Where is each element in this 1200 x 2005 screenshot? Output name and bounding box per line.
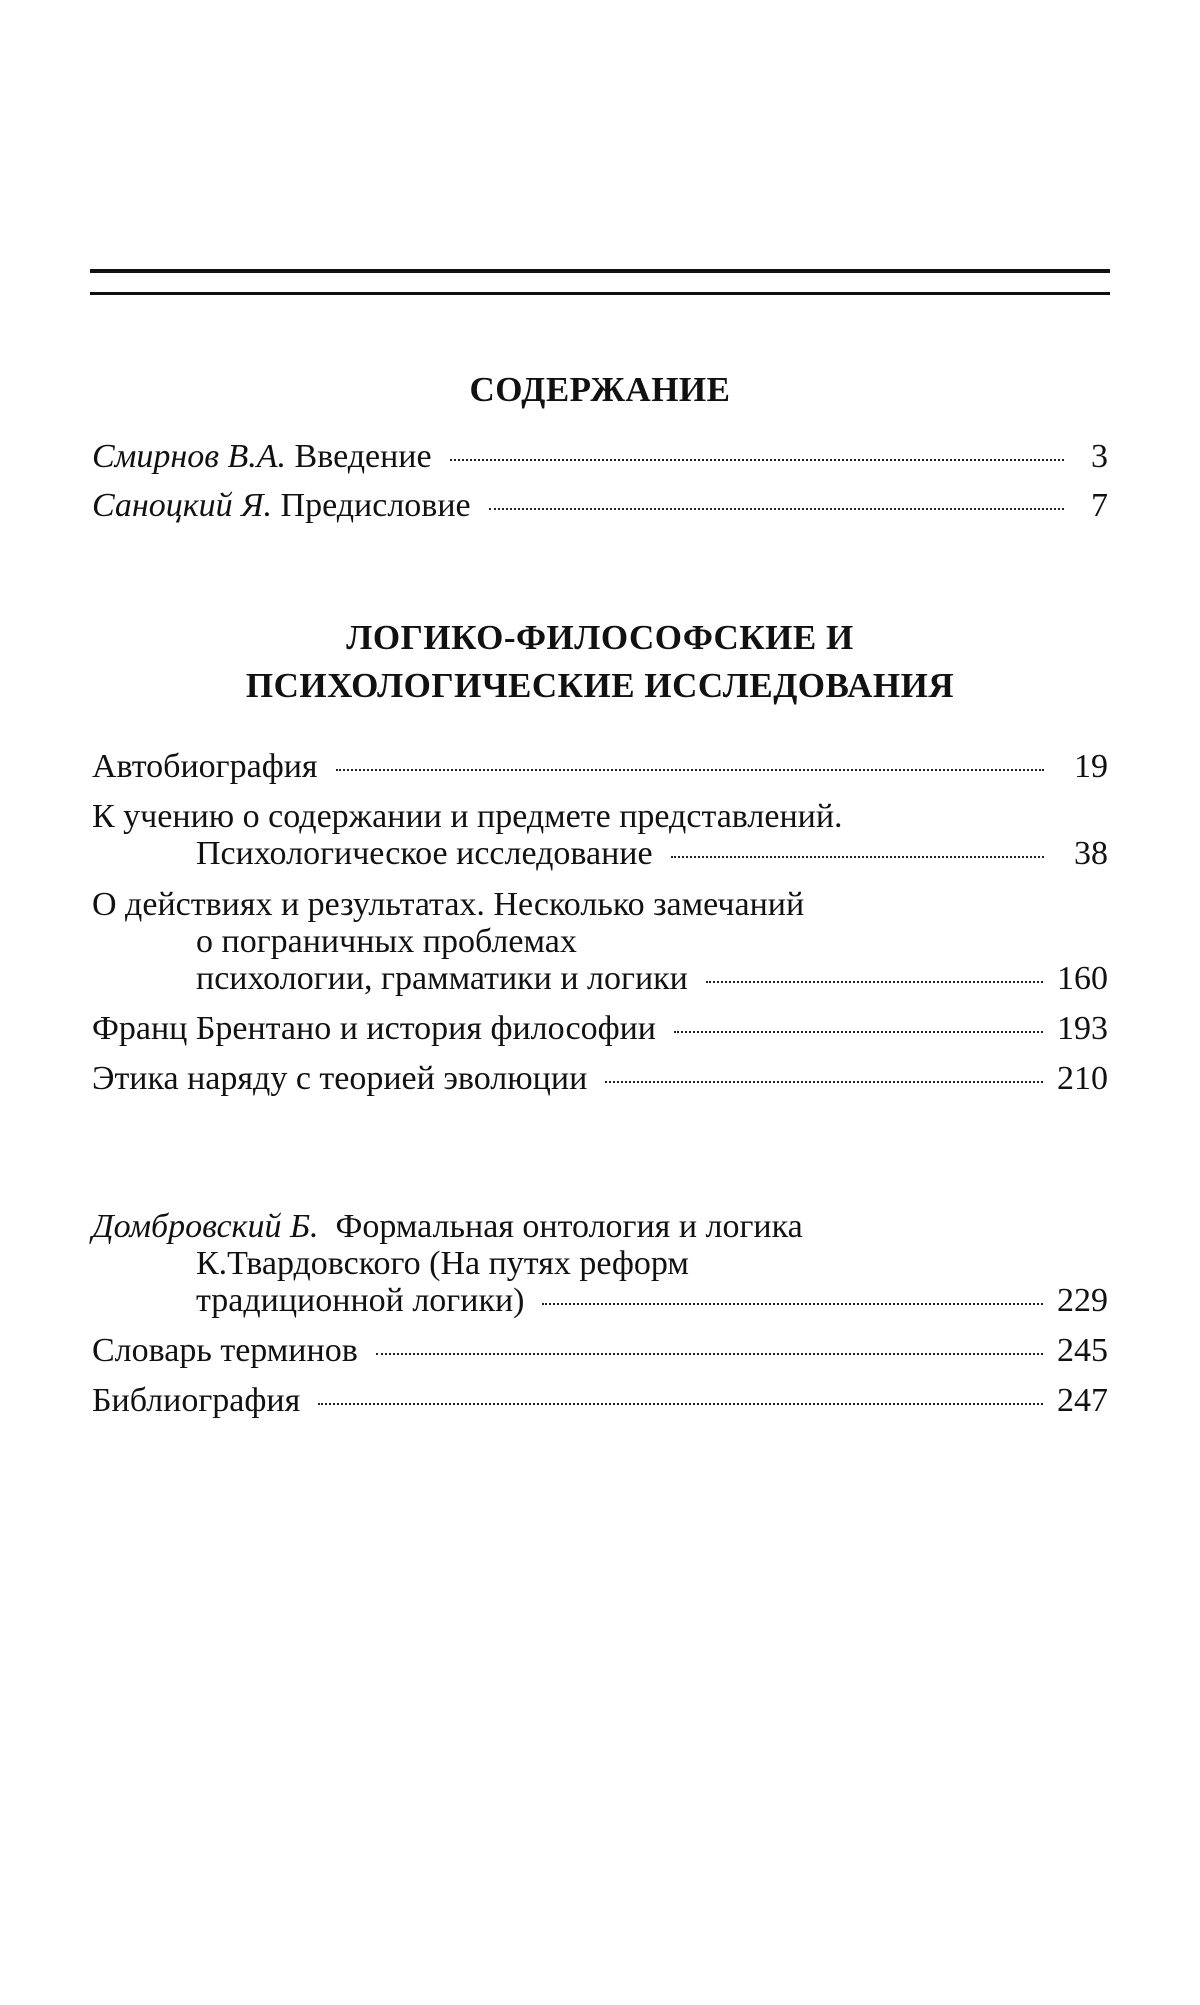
toc-entry-autobiography[interactable] [92,748,1108,785]
entry-page-number: 245 [1057,1332,1108,1369]
dot-leader [450,459,1064,461]
entry-title: Словарь терминов [92,1332,358,1369]
entry-title: Введение [294,438,432,475]
dot-leader [542,1303,1043,1305]
toc-entry-bibliography[interactable] [92,1382,1108,1419]
toc-entry-formal-ontology[interactable] [92,1208,1108,1319]
entry-title-line: психологии, грамматики и логики [196,960,688,997]
section-heading-line: ЛОГИКО-ФИЛОСОФСКИЕ И [346,618,854,657]
entry-page-number: 193 [1057,1010,1108,1047]
entry-page-number: 38 [1074,835,1108,872]
dot-leader [671,856,1044,858]
dot-leader [376,1353,1043,1355]
toc-entry-brentano[interactable] [92,1010,1108,1047]
toc-entry-actions-and-products[interactable] [92,886,1108,997]
entry-title: Автобиография [92,748,318,785]
toc-entry-preface[interactable] [92,487,1108,524]
top-rule [90,269,1110,273]
entry-title: Этика наряду с теорией эволюции [92,1060,588,1097]
entry-page-number: 229 [1057,1282,1108,1319]
entry-page-number: 210 [1057,1060,1108,1097]
entry-page-number: 247 [1057,1382,1108,1419]
toc-entry-content-and-object[interactable] [92,798,1108,872]
entry-title-line: традиционной логики) [196,1282,525,1319]
toc-entry-glossary[interactable] [92,1332,1108,1369]
entry-author: Смирнов В.А. [92,438,287,475]
entry-author: Домбровский Б. [92,1208,319,1245]
dot-leader [489,508,1064,510]
entry-title: Формальная онтология и логика [335,1208,803,1245]
toc-entry-ethics[interactable] [92,1060,1108,1097]
dot-leader [318,1403,1043,1405]
entry-title-line: о пограничных проблемах [196,923,577,960]
entry-title: Франц Брентано и история философии [92,1010,656,1047]
entry-title-line: К.Твардовского (На путях реформ [196,1245,689,1282]
top-rule-secondary [90,292,1110,295]
section-heading [90,614,1110,710]
toc-entry-introduction[interactable] [92,438,1108,475]
entry-title-line: К учению о содержании и предмете представлений. [92,798,843,835]
entry-title: Предисловие [280,487,471,524]
entry-page-number: 7 [1091,487,1108,524]
entry-page-number: 3 [1091,438,1108,475]
entry-title-line: Психологическое исследование [196,835,653,872]
entry-author: Саноцкий Я. [92,487,273,524]
dot-leader [706,981,1043,983]
dot-leader [674,1031,1043,1033]
entry-page-number: 160 [1057,960,1108,997]
entry-page-number: 19 [1074,748,1108,785]
dot-leader [605,1081,1043,1083]
contents-heading: СОДЕРЖАНИЕ [469,370,731,409]
entry-title-line [92,1208,1108,1245]
entry-title: Библиография [92,1382,301,1419]
dot-leader [336,769,1044,771]
section-heading-line: ПСИХОЛОГИЧЕСКИЕ ИССЛЕДОВАНИЯ [245,666,955,705]
entry-title-line: О действиях и результатах. Несколько замечаний [92,886,805,923]
